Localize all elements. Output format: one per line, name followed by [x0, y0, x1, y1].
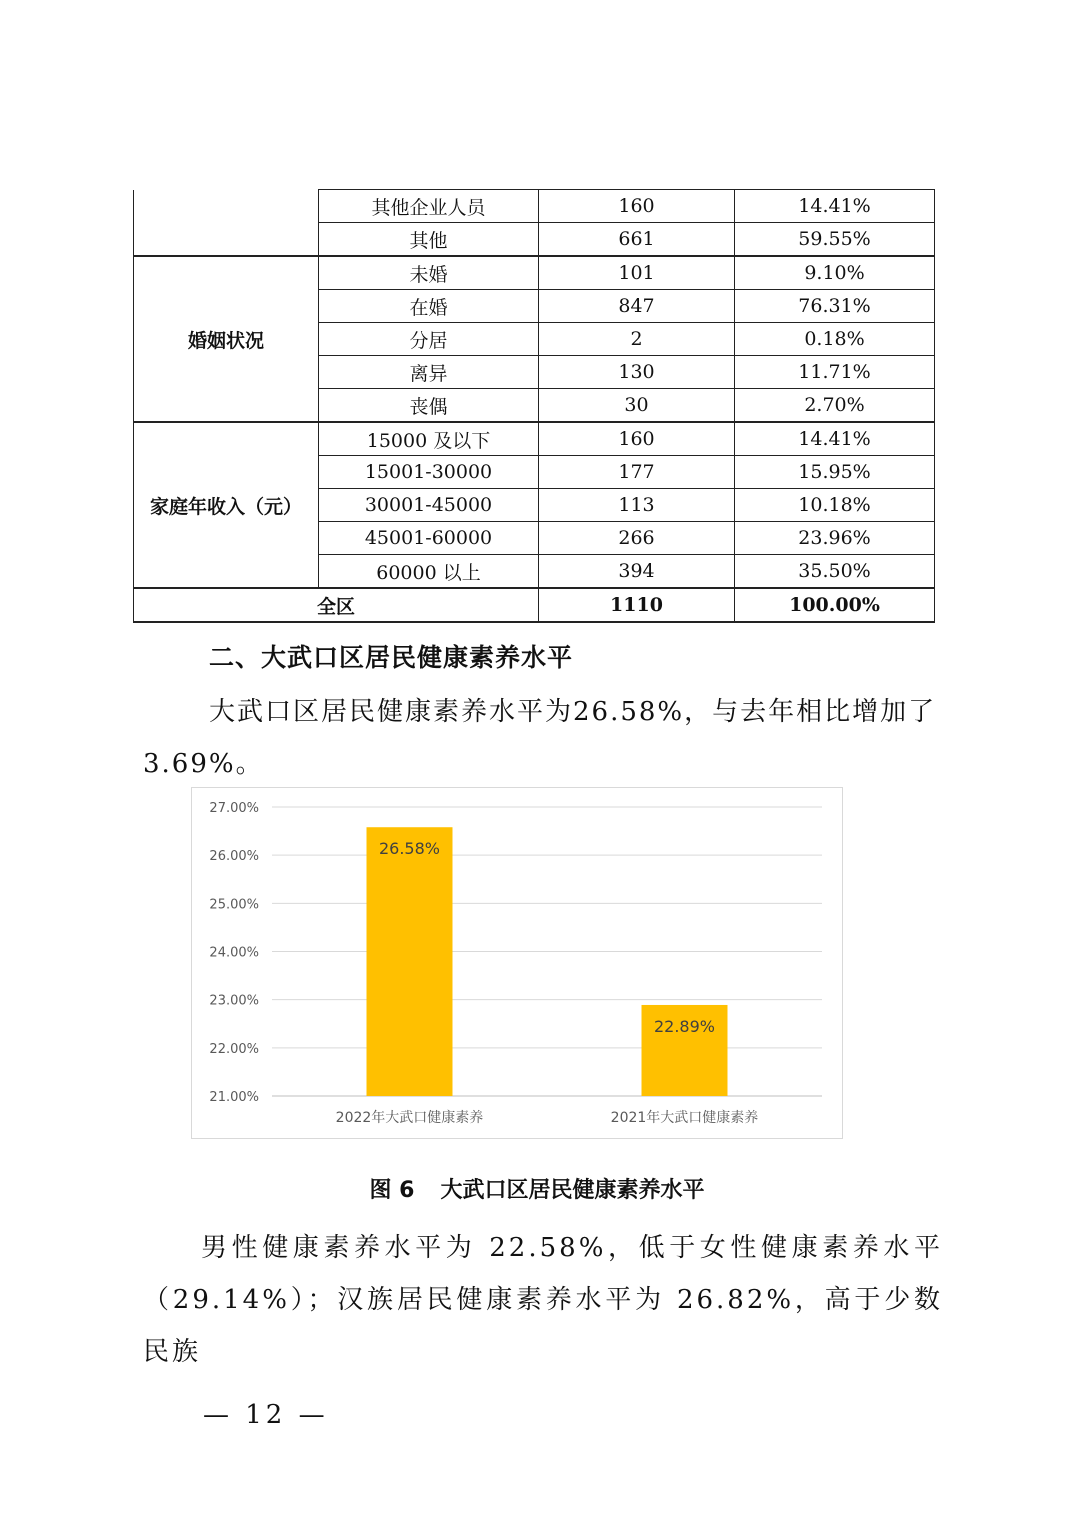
- count-cell: 160: [539, 190, 735, 223]
- y-tick-label: 21.00%: [209, 1090, 259, 1105]
- percent-cell: 59.55%: [735, 223, 935, 257]
- count-cell: 661: [539, 223, 735, 257]
- category-cell-occupation: [134, 190, 319, 257]
- item-cell: 其他: [319, 223, 539, 257]
- item-cell: 分居: [319, 323, 539, 356]
- count-cell: 266: [539, 522, 735, 555]
- figure-caption: [0, 1173, 1074, 1204]
- data-label: 26.58%: [378, 839, 441, 859]
- body-paragraph: 男性健康素养水平为 22.58%，低于女性健康素养水平（29.14%）；汉族居民健康素养水平为 26.82%，高于少数民族: [143, 1233, 943, 1367]
- demographics-table: [133, 189, 935, 623]
- count-cell: 394: [539, 555, 735, 589]
- section-heading: 二、大武口区居民健康素养水平: [209, 643, 574, 672]
- total-count: 1110: [539, 588, 735, 622]
- item-cell: 60000 以上: [319, 555, 539, 589]
- total-row: [134, 588, 935, 622]
- percent-cell: 9.10%: [735, 256, 935, 290]
- figure-title: 大武口区居民健康素养水平: [440, 1178, 705, 1203]
- count-cell: 160: [539, 422, 735, 456]
- y-tick-label: 24.00%: [209, 945, 259, 961]
- item-cell: 离异: [319, 356, 539, 389]
- data-label: 22.89%: [653, 1016, 716, 1036]
- percent-cell: 2.70%: [735, 389, 935, 423]
- count-cell: 177: [539, 456, 735, 489]
- percent-cell: 10.18%: [735, 489, 935, 522]
- item-cell: 15000 及以下: [319, 422, 539, 456]
- item-cell: 45001-60000: [319, 522, 539, 555]
- chart-canvas: [192, 788, 842, 1138]
- item-cell: 30001-45000: [319, 489, 539, 522]
- item-cell: 在婚: [319, 290, 539, 323]
- count-cell: 847: [539, 290, 735, 323]
- x-tick-label: 2021年大武口健康素养: [610, 1110, 759, 1126]
- bar: [367, 827, 453, 1096]
- count-cell: 30: [539, 389, 735, 423]
- y-tick-label: 23.00%: [209, 993, 259, 1009]
- item-cell: 其他企业人员: [319, 190, 539, 223]
- percent-cell: 0.18%: [735, 323, 935, 356]
- page-number: — 12 —: [203, 1400, 329, 1430]
- percent-cell: 35.50%: [735, 555, 935, 589]
- figure-number: 图 6: [369, 1178, 415, 1203]
- item-cell: 15001-30000: [319, 456, 539, 489]
- percent-cell: 11.71%: [735, 356, 935, 389]
- total-percent: 100.00%: [735, 588, 935, 622]
- count-cell: 2: [539, 323, 735, 356]
- percent-cell: 76.31%: [735, 290, 935, 323]
- percent-cell: 15.95%: [735, 456, 935, 489]
- percent-cell: 14.41%: [735, 422, 935, 456]
- health-literacy-bar-chart: [191, 787, 843, 1139]
- category-cell-marital-status: 婚姻状况: [134, 256, 319, 422]
- item-cell: 丧偶: [319, 389, 539, 423]
- count-cell: 113: [539, 489, 735, 522]
- x-tick-label: 2022年大武口健康素养: [335, 1110, 484, 1126]
- item-cell: 未婚: [319, 256, 539, 290]
- count-cell: 130: [539, 356, 735, 389]
- percent-cell: 23.96%: [735, 522, 935, 555]
- table-row: [134, 190, 935, 223]
- y-tick-label: 27.00%: [209, 801, 259, 816]
- y-tick-label: 22.00%: [209, 1041, 259, 1057]
- body-paragraph: 大武口区居民健康素养水平为26.58%，与去年相比增加了3.69%。: [143, 697, 937, 779]
- y-tick-label: 26.00%: [209, 849, 259, 865]
- count-cell: 101: [539, 256, 735, 290]
- y-tick-label: 25.00%: [209, 897, 259, 913]
- table-row: [134, 422, 935, 456]
- total-label: 全区: [134, 588, 539, 622]
- category-cell-household-income: 家庭年收入（元）: [134, 422, 319, 588]
- percent-cell: 14.41%: [735, 190, 935, 223]
- table-row: [134, 256, 935, 290]
